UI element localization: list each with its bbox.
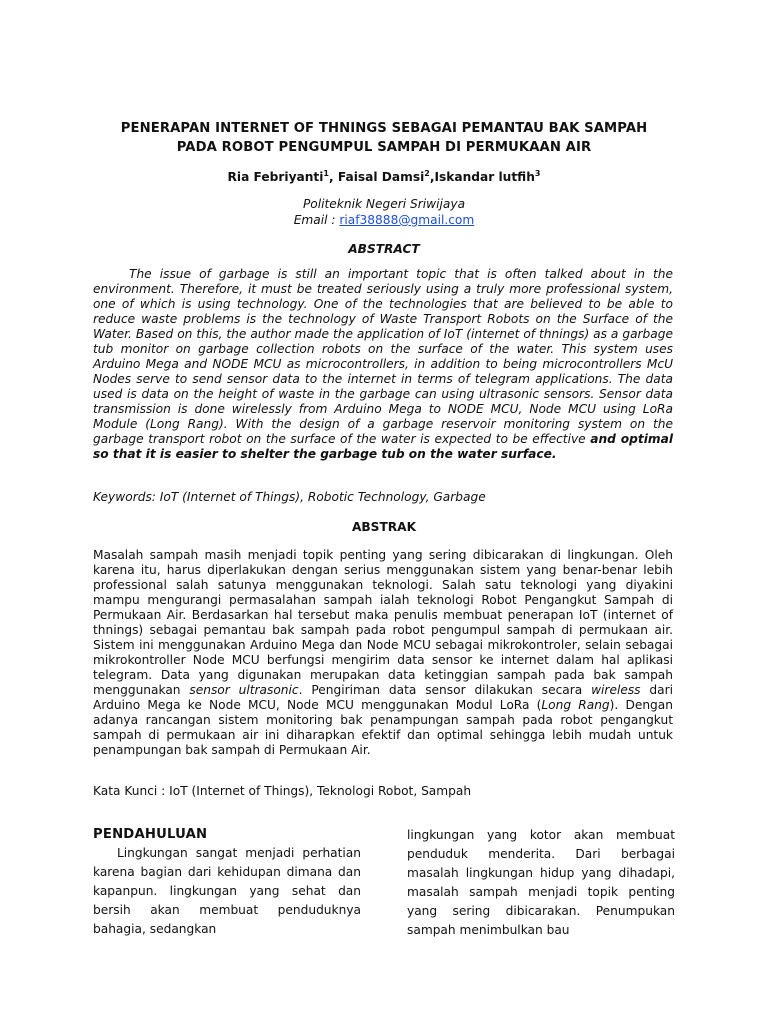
intro-left-paragraph (93, 844, 361, 939)
author-list (60, 166, 708, 185)
abstrak-text-part-4: ). Dengan adanya rancangan sistem monitoring bak penampungan sampah pada robot pengangkut sampah di permukaan air ini diharapkan efektif dan optimal sehingga lebih mudah untuk penampungan bak sampah di Permukaan Air. (93, 698, 673, 757)
author-separator: , (429, 170, 435, 185)
author-affiliation-mark: 1 (323, 169, 329, 178)
intro-right-paragraph: lingkungan yang kotor akan membuat penduduk menderita. Dari berbagai masalah lingkungan hidup yang dihadapi, masalah sampah menjadi topik penting yang sering dibicarakan. Penumpukan sampah menimbulkan bau (407, 828, 675, 937)
intro-right-column (407, 826, 675, 940)
paper-title-line-2: PADA ROBOT PENGUMPUL SAMPAH DI PERMUKAAN AIR (176, 140, 592, 155)
institution-name: Politeknik Negeri Sriwijaya (302, 197, 466, 211)
abstrak-italic-term: sensor ultrasonic (189, 683, 299, 697)
abstrak-italic-term: wireless (591, 683, 641, 697)
author-name: Iskandar lutfih (434, 170, 535, 185)
keywords-english: Keywords: IoT (Internet of Things), Robotic Technology, Garbage (93, 490, 486, 504)
author-affiliation-mark: 3 (534, 169, 541, 178)
paper-title (60, 119, 708, 157)
author-name: Faisal Damsi (337, 170, 425, 185)
paper-title-line-1: PENERAPAN INTERNET OF THNINGS SEBAGAI PEMANTAU BAK SAMPAH (120, 121, 648, 136)
abstrak-text-part-2: . Pengiriman data sensor dilakukan secara (298, 683, 592, 697)
abstrak-heading: ABSTRAK (351, 520, 417, 534)
email-link[interactable]: riaf38888@gmail.com (339, 213, 475, 227)
abstract-heading: ABSTRACT (348, 242, 420, 256)
abstract-english (93, 267, 673, 462)
affiliation-block (60, 196, 708, 228)
author-separator: , (329, 170, 338, 185)
author-affiliation-mark: 2 (424, 169, 430, 178)
abstract-indonesian (93, 548, 673, 758)
abstrak-text-part-3: dari Arduino Mega ke Node MCU, Node MCU menggunakan Modul LoRa ( (93, 683, 673, 712)
intro-left-column (93, 826, 361, 939)
keywords-indonesian: Kata Kunci : IoT (Internet of Things), Teknologi Robot, Sampah (93, 784, 472, 798)
abstract-english-text: The issue of garbage is still an important topic that is often talked about in the environment. Therefore, it must be treated seriously using a truly more professional system, one of which is using technology. One of the technologies that are believed to be able to reduce waste problems is the technology of Waste Transport Robots on the Surface of the Water. Based on this, the author made the application of IoT (internet of thnings) as a garbage tub monitor on garbage collection robots on the surface of the water. This system uses Arduino Mega and NODE MCU as microcontrollers, in addition to being microcontrollers McU Nodes serve to send sensor data to the internet in terms of telegram applications. The data used is data on the height of waste in the garbage can using ultrasonic sensors. Sensor data transmission is done wirelessly from Arduino Mega to NODE MCU, Node MCU using LoRa Module (Long Rang). With the design of a garbage reservoir monitoring system on the garbage transport robot on the surface of the water is expected to be effective (93, 267, 673, 446)
abstrak-italic-term: Long Rang (541, 698, 610, 712)
intro-heading: PENDAHULUAN (93, 827, 208, 842)
intro-left-text: Lingkungan sangat menjadi perhatian karena bagian dari kehidupan dimana dan kapanpun. lingkungan yang sehat dan bersih akan membuat penduduknya bahagia, sedangkan (93, 846, 361, 936)
email-line (60, 212, 708, 228)
abstrak-text-part-1: Masalah sampah masih menjadi topik penting yang sering dibicarakan di lingkungan. Oleh karena itu, harus diperlakukan dengan serius menggunakan sistem yang benar-benar lebih professional salah satunya menggunakan teknologi. Salah satu teknologi yang diyakini mampu mengurangi permasalahan sampah ialah teknologi Robot Pengangkut Sampah di Permukaan Air. Berdasarkan hal tersebut maka penulis membuat penerapan IoT (internet of thnings) sebagai pemantau bak sampah pada robot pengumpul sampah di permukaan air. Sistem ini menggunakan Arduino Mega dan Node MCU sebagai mikrokontroler, selain sebagai mikrokontroller Node MCU berfungsi mengirim data sensor ke internet dalam hal aplikasi telegram. Data yang digunakan merupakan data ketinggian sampah pada bak sampah menggunakan (93, 548, 673, 697)
abstract-english-bold-text: and optimal so that it is easier to shelter the garbage tub on the water surface. (93, 432, 673, 461)
author-name: Ria Febriyanti (227, 170, 324, 185)
email-label: Email : (293, 213, 340, 227)
